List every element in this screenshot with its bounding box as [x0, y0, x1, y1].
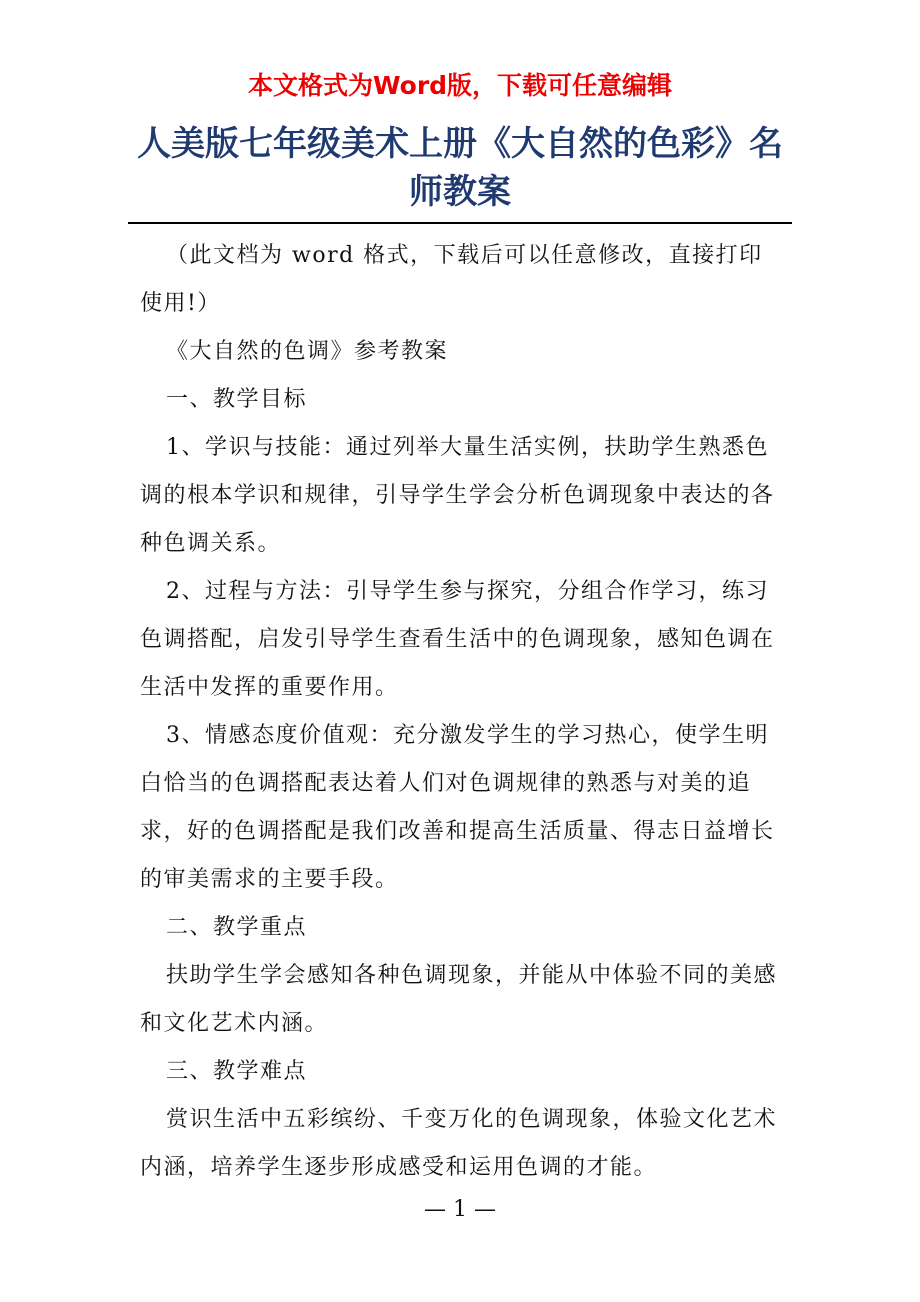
objective-attitude: 3、情感态度价值观：充分激发学生的学习热心，使学生明白恰当的色调搭配表达着人们对色调规律的熟悉与对美的追求，好的色调搭配是我们改善和提高生活质量、得志日益增长的审美需求的主要手段。	[140, 723, 775, 892]
key-point-text: 扶助学生学会感知各种色调现象，并能从中体验不同的美感和文化艺术内涵。	[140, 963, 778, 1036]
format-banner: 本文格式为Word版，下载可任意编辑	[247, 71, 673, 100]
objective-process: 2、过程与方法：引导学生参与探究，分组合作学习，练习色调搭配，启发引导学生查看生活中的色调现象，感知色调在生活中发挥的重要作用。	[140, 579, 775, 700]
section-heading-objectives: 一、教学目标	[166, 387, 308, 412]
difficulty-text: 赏识生活中五彩缤纷、千变万化的色调现象，体验文化艺术内涵，培养学生逐步形成感受和运用色调的才能。	[140, 1107, 778, 1180]
section-heading-difficulties: 三、教学难点	[166, 1059, 308, 1084]
page-number: — 1 —	[424, 1197, 496, 1222]
document-body	[140, 232, 780, 1192]
objective-knowledge: 1、学识与技能：通过列举大量生活实例，扶助学生熟悉色调的根本学识和规律，引导学生学会分析色调现象中表达的各种色调关系。	[140, 435, 775, 556]
section-heading-key-points: 二、教学重点	[166, 915, 308, 940]
document-title: 人美版七年级美术上册《大自然的色彩》名师教案	[137, 124, 783, 212]
title-divider	[128, 222, 792, 224]
format-note: （此文档为 word 格式，下载后可以任意修改，直接打印使用!）	[140, 243, 763, 316]
lesson-subtitle: 《大自然的色调》参考教案	[166, 339, 449, 364]
